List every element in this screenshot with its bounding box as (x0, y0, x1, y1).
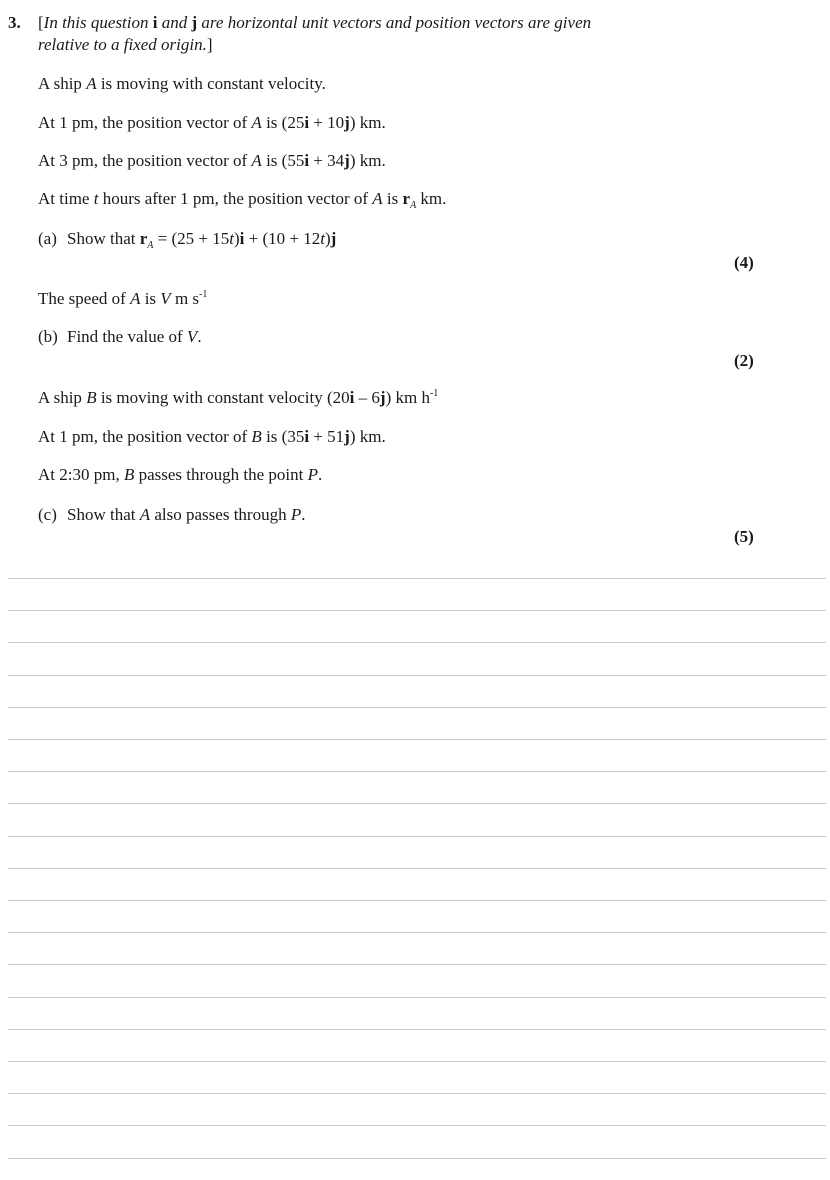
answer-line[interactable] (8, 739, 826, 740)
part-a-label: (a) (38, 229, 57, 248)
part-a-text: Show that $r_A = (25 + 15t)i + (10 + 12t)j$ (67, 229, 337, 251)
answer-line[interactable] (8, 900, 826, 901)
part-c-text: Show that A also passes through P. (67, 505, 306, 524)
answer-line[interactable] (8, 836, 826, 837)
intro-line-2: relative to a fixed origin.] (38, 35, 213, 54)
part-c (38, 505, 305, 525)
question-number: 3. (8, 13, 21, 32)
answer-line[interactable] (8, 610, 826, 611)
answer-line[interactable] (8, 578, 826, 579)
answer-line[interactable] (8, 707, 826, 708)
answer-line[interactable] (8, 803, 826, 804)
answer-line[interactable] (8, 997, 826, 998)
answer-line[interactable] (8, 868, 826, 869)
answer-line[interactable] (8, 1061, 826, 1062)
answer-line[interactable] (8, 1125, 826, 1126)
part-c-marks: (5) (734, 527, 754, 546)
ship-a-position-1pm: At 1 pm, the position vector of A is (25i + 10j) km. (38, 113, 386, 132)
answer-line[interactable] (8, 932, 826, 933)
part-c-label: (c) (38, 505, 57, 524)
answer-line[interactable] (8, 1029, 826, 1030)
intro-line-1: [In this question i and j are horizontal unit vectors and position vectors are given (38, 13, 592, 32)
ship-b-point-p-line: At 2:30 pm, B passes through the point P. (38, 465, 323, 484)
speed-line: The speed of A is V m $s^{-1}$ (38, 289, 208, 308)
answer-line[interactable] (8, 675, 826, 676)
ship-b-position-line: At 1 pm, the position vector of B is (35i + 51j) km. (38, 427, 386, 446)
answer-line[interactable] (8, 964, 826, 965)
answer-line[interactable] (8, 642, 826, 643)
part-a (38, 229, 336, 251)
part-a-marks: (4) (734, 253, 754, 272)
ship-a-line: A ship A is moving with constant velocity. (38, 74, 326, 93)
part-b (38, 327, 202, 347)
answer-line[interactable] (8, 1158, 826, 1159)
part-b-text: Find the value of V. (67, 327, 202, 346)
part-b-label: (b) (38, 327, 58, 346)
ship-b-velocity-line: A ship B is moving with constant velocity (20i – 6j) km $h^{-1}$ (38, 388, 439, 407)
answer-line[interactable] (8, 1093, 826, 1094)
answer-line[interactable] (8, 771, 826, 772)
part-b-marks: (2) (734, 351, 754, 370)
ship-a-position-3pm: At 3 pm, the position vector of A is (55i + 34j) km. (38, 151, 386, 170)
ship-a-time-line: At time t hours after 1 pm, the position vector of A is $r_A$ km. (38, 189, 447, 211)
